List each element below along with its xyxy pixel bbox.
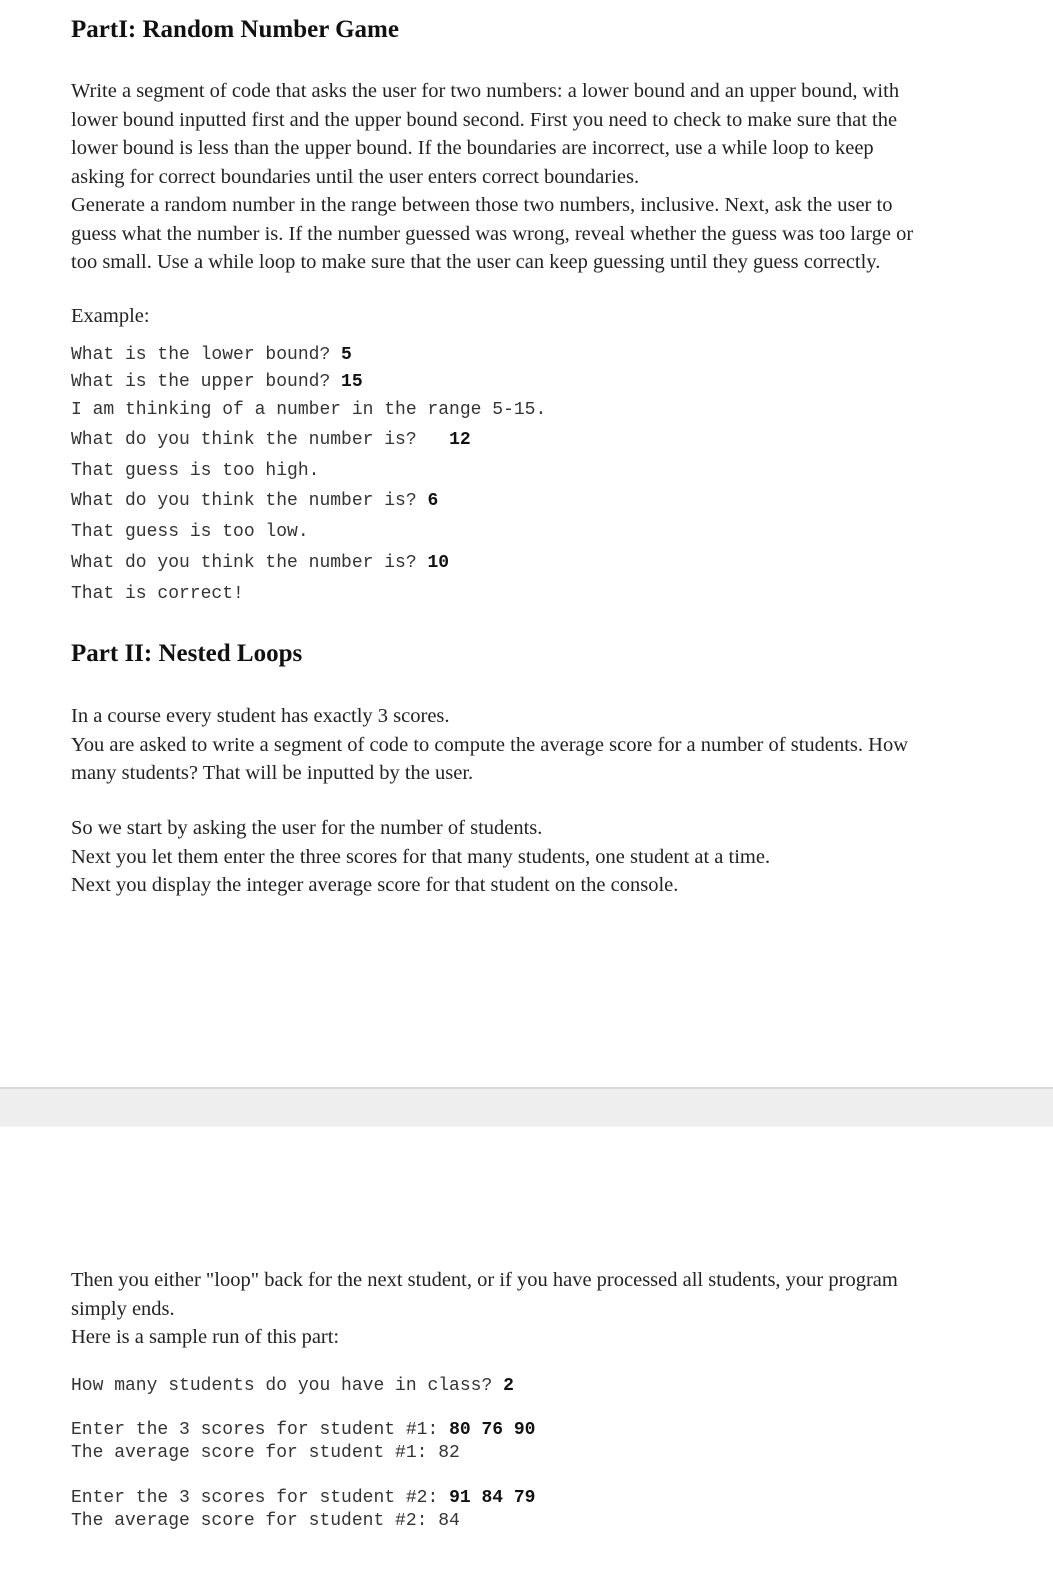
text-line: You are asked to write a segment of code to compute the average score for a number of students. How bbox=[71, 733, 909, 756]
text-line: lower bound is less than the upper bound. If the boundaries are incorrect, use a while loop to keep bbox=[71, 137, 874, 159]
text-line: In a course every student has exactly 3 scores. bbox=[71, 705, 450, 727]
text-line: Here is a sample run of this part: bbox=[71, 1326, 340, 1348]
part2-title: Part II: Nested Loops bbox=[71, 640, 303, 667]
console-line: That guess is too high. bbox=[71, 461, 320, 481]
part2-console-output bbox=[71, 0, 771, 1580]
text-line: simply ends. bbox=[71, 1297, 175, 1320]
text-line: Next you display the integer average score for that student on the console. bbox=[71, 874, 679, 896]
console-line: That is correct! bbox=[71, 584, 244, 604]
text-line: So we start by asking the user for the number of students. bbox=[71, 817, 543, 839]
text-line: Then you either "loop" back for the next student, or if you have processed all students, your program bbox=[71, 1269, 898, 1291]
console-line: I am thinking of a number in the range 5-15. bbox=[71, 400, 547, 420]
console-line: How many students do you have in class? 2 bbox=[71, 1376, 514, 1396]
text-line: Write a segment of code that asks the user for two numbers: a lower bound and an upper bound, with bbox=[71, 80, 900, 102]
console-line: What is the upper bound? 15 bbox=[71, 372, 363, 392]
console-line: Enter the 3 scores for student #1: 80 76 90 bbox=[71, 1420, 536, 1440]
console-line: The average score for student #2: 84 bbox=[71, 1511, 460, 1531]
text-line: Generate a random number in the range between those two numbers, inclusive. Next, ask the user to bbox=[71, 194, 893, 216]
text-line: Next you let them enter the three scores for that many students, one student at a time. bbox=[71, 845, 771, 868]
console-line: What do you think the number is? 10 bbox=[71, 553, 450, 573]
example-label: Example: bbox=[71, 305, 150, 327]
part1-title: PartI: Random Number Game bbox=[71, 16, 399, 43]
console-line: That guess is too low. bbox=[71, 522, 309, 542]
console-line: What is the lower bound? 5 bbox=[71, 345, 352, 365]
text-line: lower bound inputted first and the upper bound second. First you need to check to make sure that the bbox=[71, 108, 898, 131]
console-line: Enter the 3 scores for student #2: 91 84 79 bbox=[71, 1488, 536, 1508]
text-line: many students? That will be inputted by the user. bbox=[71, 762, 474, 784]
console-line: What do you think the number is? 6 bbox=[71, 491, 439, 511]
console-line: The average score for student #1: 82 bbox=[71, 1443, 460, 1463]
text-line: guess what the number is. If the number guessed was wrong, reveal whether the guess was too large or bbox=[71, 222, 914, 245]
text-line: too small. Use a while loop to make sure that the user can keep guessing until they guess correctly. bbox=[71, 251, 881, 273]
console-line: What do you think the number is? 12 bbox=[71, 430, 471, 450]
text-line: asking for correct boundaries until the user enters correct boundaries. bbox=[71, 165, 640, 188]
